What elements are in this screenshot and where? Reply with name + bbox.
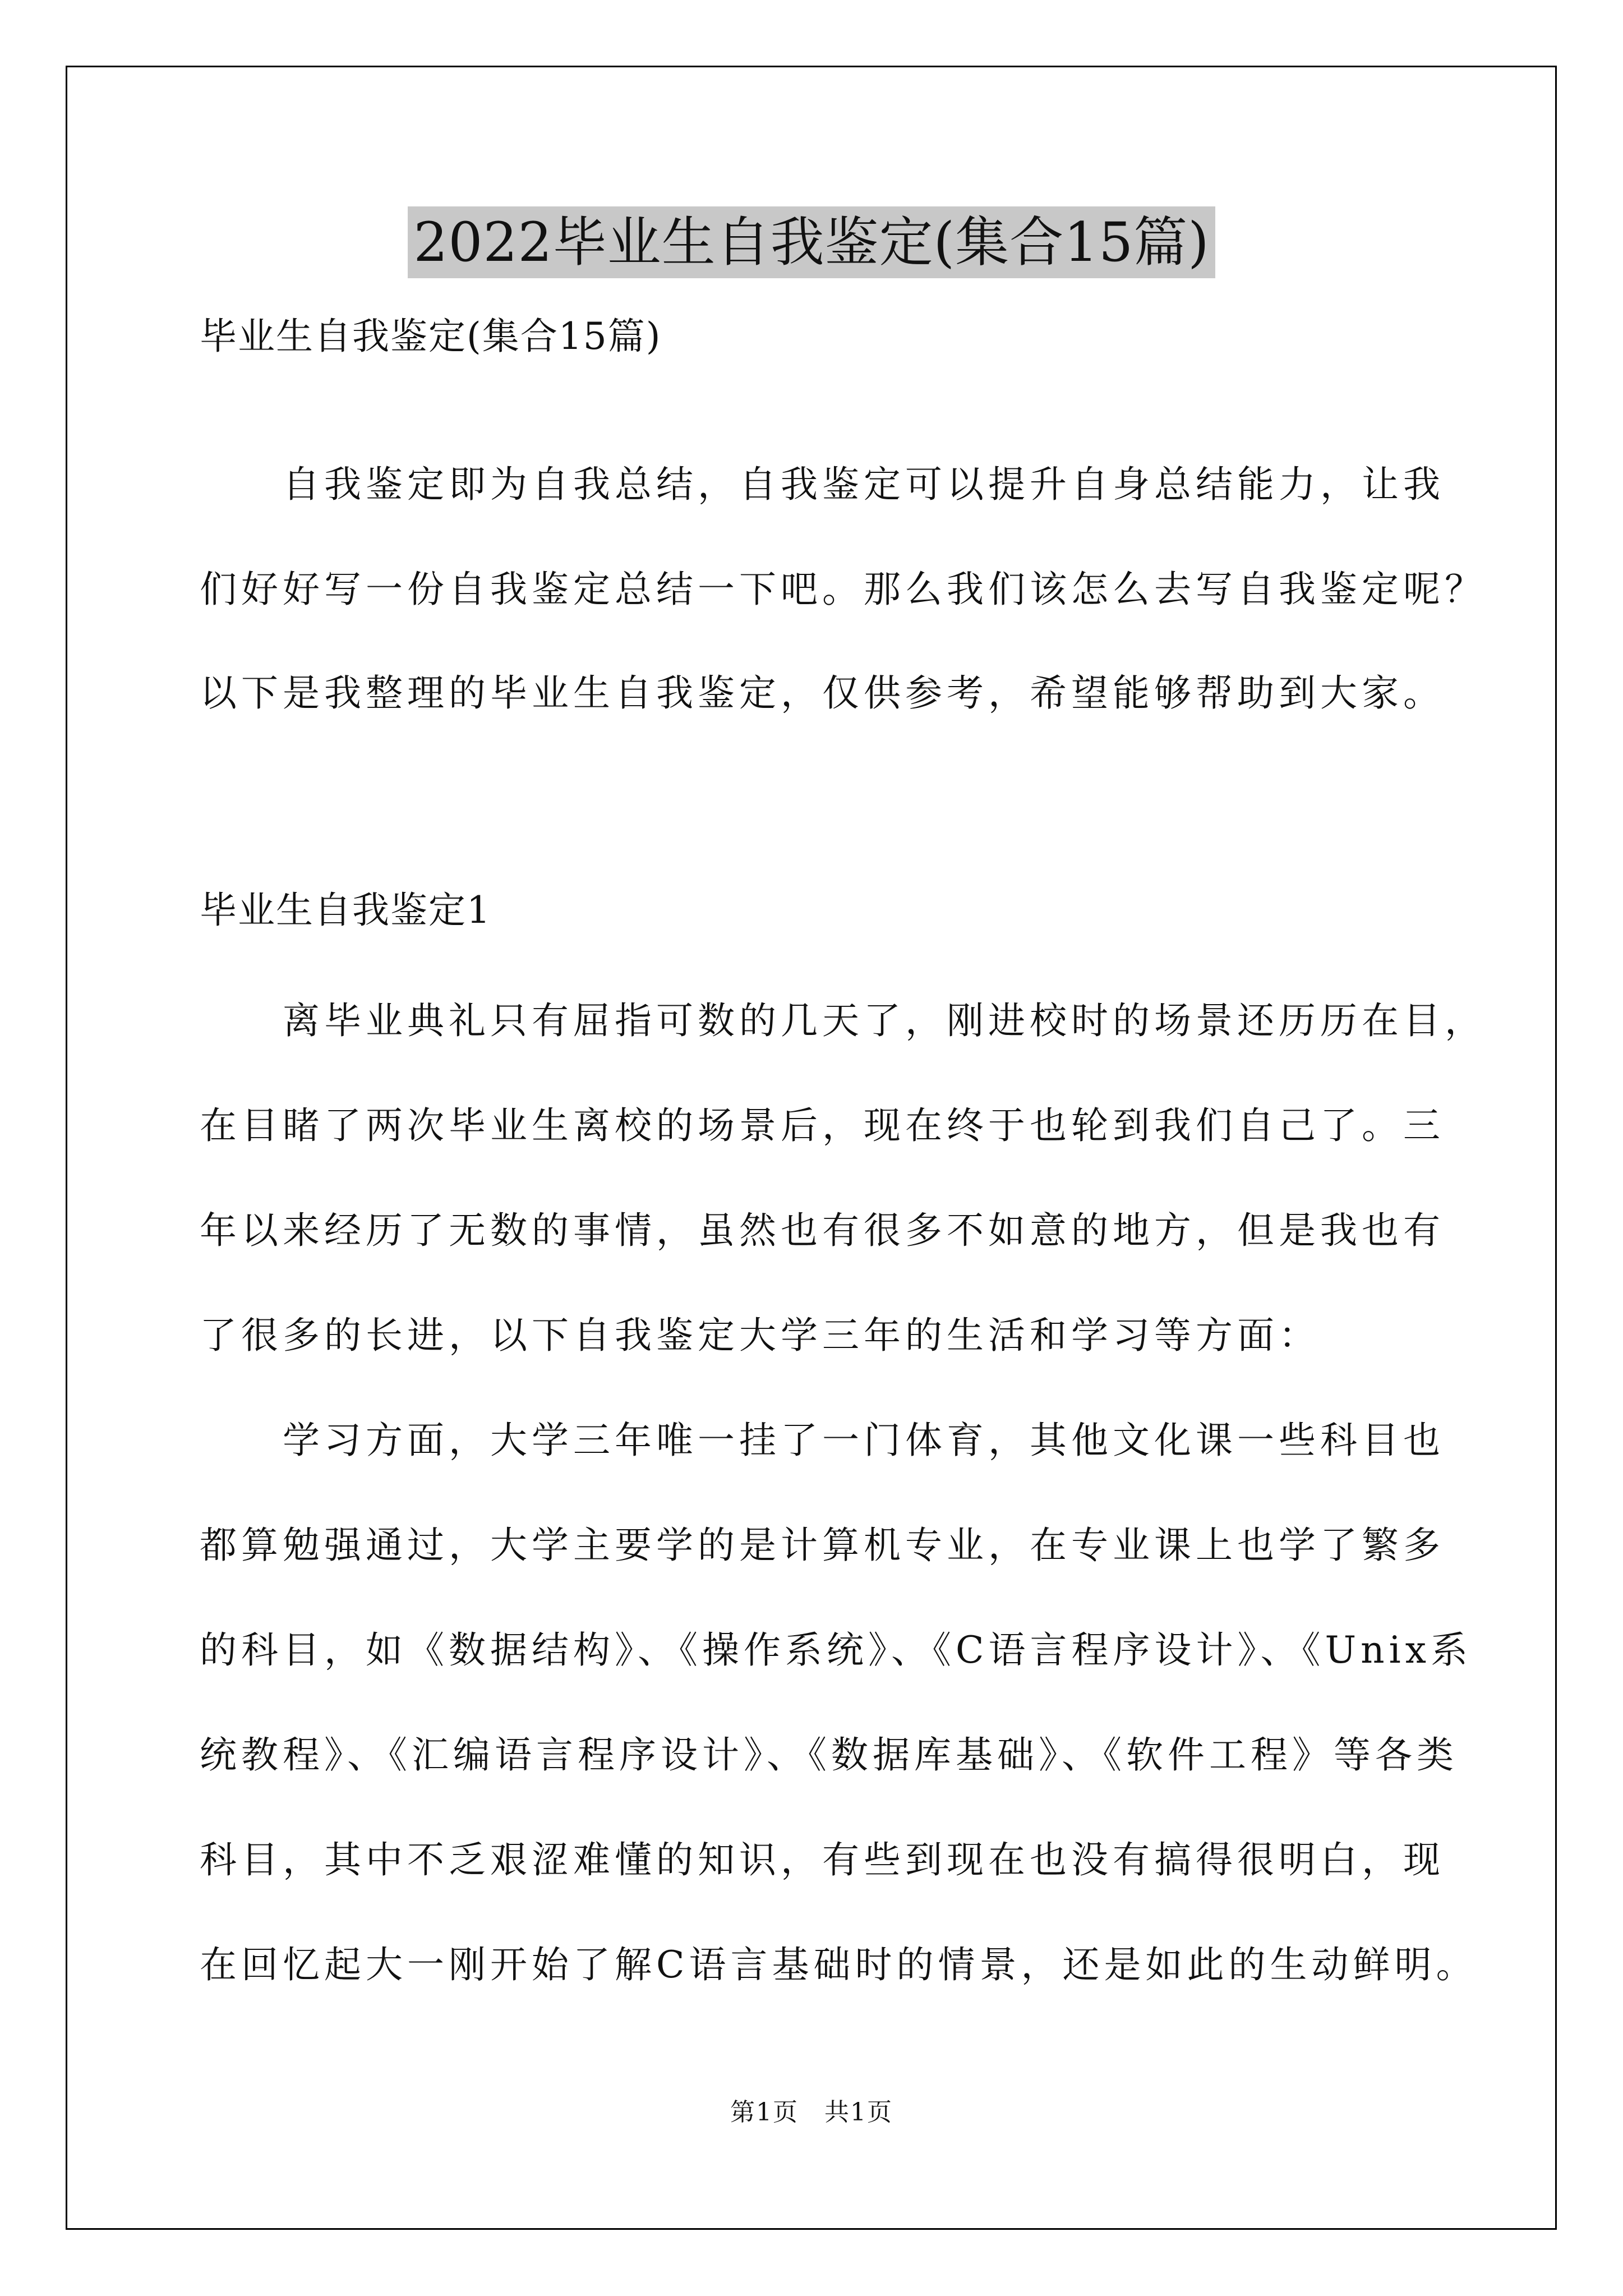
body-line: 学习方面，大学三年唯一挂了一门体育，其他文化课一些科目也: [200, 1419, 1445, 1462]
document-subtitle: 毕业生自我鉴定(集合15篇): [200, 315, 662, 358]
body-line: 的科目，如《数据结构》、《操作系统》、《C语言程序设计》、《Unix系: [200, 1628, 1472, 1672]
intro-line: 自我鉴定即为自我总结，自我鉴定可以提升自身总结能力，让我: [200, 463, 1445, 506]
body-line: 了很多的长进，以下自我鉴定大学三年的生活和学习等方面：: [200, 1314, 1320, 1357]
section-heading: 毕业生自我鉴定1: [200, 889, 491, 932]
title-container: [0, 206, 1623, 278]
body-line: 年以来经历了无数的事情，虽然也有很多不如意的地方，但是我也有: [200, 1209, 1445, 1252]
page-footer: 第1页 共1页: [730, 2098, 893, 2127]
body-line: 都算勉强通过，大学主要学的是计算机专业，在专业课上也学了繁多: [200, 1524, 1445, 1567]
body-line: 在目睹了两次毕业生离校的场景后，现在终于也轮到我们自己了。三: [200, 1104, 1445, 1147]
intro-line: 们好好写一份自我鉴定总结一下吧。那么我们该怎么去写自我鉴定呢？: [200, 568, 1486, 611]
body-line: 科目，其中不乏艰涩难懂的知识，有些到现在也没有搞得很明白，现: [200, 1838, 1445, 1881]
body-line: 离毕业典礼只有屈指可数的几天了，刚进校时的场景还历历在目，: [200, 999, 1486, 1042]
document-title: 2022毕业生自我鉴定(集合15篇): [408, 206, 1215, 278]
body-line: 统教程》、《汇编语言程序设计》、《数据库基础》、《软件工程》等各类: [200, 1733, 1458, 1777]
intro-line: 以下是我整理的毕业生自我鉴定，仅供参考，希望能够帮助到大家。: [200, 671, 1445, 715]
body-line: 在回忆起大一刚开始了解C语言基础时的情景，还是如此的生动鲜明。: [200, 1943, 1478, 1986]
